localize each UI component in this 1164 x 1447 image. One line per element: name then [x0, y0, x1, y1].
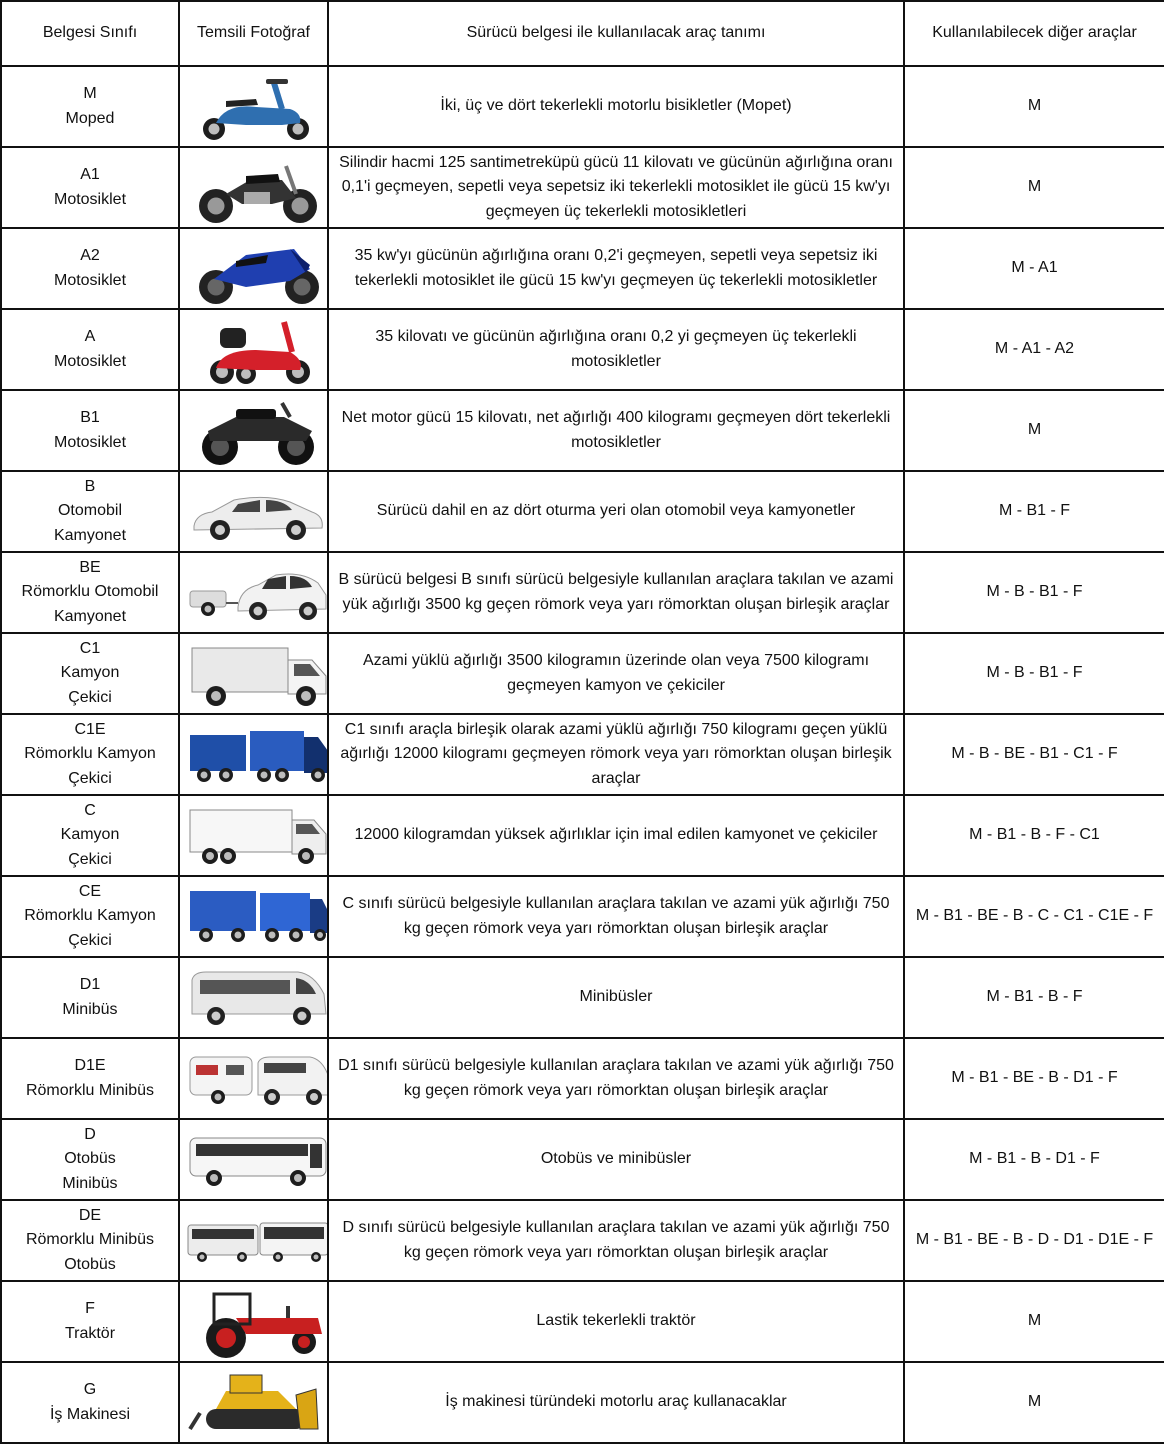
class-name: Otobüs: [64, 1150, 116, 1168]
description-cell: C sınıfı sürücü belgesiyle kullanılan araçlara takılan ve azami yük ağırlığı 750 kg geçen römork veya yarı römorktan oluşan birleşik araçlar: [328, 876, 904, 957]
class-name: İş Makinesi: [49, 1405, 131, 1423]
class-code: DE: [78, 1206, 102, 1224]
photo-cell: [179, 228, 328, 309]
class-cell: [1, 1200, 179, 1281]
class-cell: [1, 66, 179, 147]
photo-cell: [179, 1200, 328, 1281]
photo-cell: [179, 66, 328, 147]
table-row: [1, 1200, 1164, 1281]
header-photo: Temsili Fotoğraf: [179, 1, 328, 66]
photo-cell: [179, 1038, 328, 1119]
sport-motorcycle-icon: [186, 232, 328, 306]
class-name: Motosiklet: [53, 433, 127, 451]
other-vehicles-cell: M: [904, 390, 1164, 471]
class-code: C: [84, 801, 96, 819]
class-cell: [1, 1362, 179, 1443]
other-vehicles-cell: M - B - BE - B1 - C1 - F: [904, 714, 1164, 795]
photo-cell: [179, 714, 328, 795]
articulated-bus-icon: [186, 1204, 328, 1278]
class-code: D: [84, 1125, 96, 1143]
class-name: Otomobil: [57, 502, 123, 520]
photo-cell: [179, 390, 328, 471]
scooter-icon: [186, 70, 328, 144]
atv-icon: [186, 394, 328, 468]
table-row: [1, 228, 1164, 309]
description-cell: D1 sınıfı sürücü belgesiyle kullanılan araçlara takılan ve azami yük ağırlığı 750 kg geçen römork veya yarı römorktan oluşan birleşik araçlar: [328, 1038, 904, 1119]
class-name: Traktör: [64, 1324, 116, 1342]
box-truck-icon: [186, 799, 328, 873]
header-row: [1, 1, 1164, 66]
class-code: BE: [79, 558, 101, 576]
other-vehicles-cell: M - B1 - BE - B - D - D1 - D1E - F: [904, 1200, 1164, 1281]
motorcycle-icon: [186, 151, 328, 225]
class-name: Motosiklet: [53, 352, 127, 370]
other-vehicles-cell: M: [904, 1362, 1164, 1443]
tractor-icon: [186, 1285, 328, 1359]
class-name: Römorklu Minibüs: [25, 1231, 155, 1249]
photo-cell: [179, 1119, 328, 1200]
description-cell: 35 kw'yı gücünün ağırlığına oranı 0,2'i geçmeyen, sepetli veya sepetsiz iki tekerlekli motosiklet ile gücü 15 kw'yı geçmeyen üç tekerlekli motosikletler: [328, 228, 904, 309]
class-name: Römorklu Kamyon: [24, 907, 156, 925]
other-vehicles-cell: M - B1 - B - F - C1: [904, 795, 1164, 876]
description-cell: D sınıfı sürücü belgesiyle kullanılan araçlara takılan ve azami yük ağırlığı 750 kg geçen römork veya yarı römorktan oluşan birleşik araçlar: [328, 1200, 904, 1281]
class-cell: [1, 552, 179, 633]
photo-cell: [179, 633, 328, 714]
class-cell: [1, 390, 179, 471]
description-cell: Otobüs ve minibüsler: [328, 1119, 904, 1200]
photo-cell: [179, 1362, 328, 1443]
class-name: Kamyon: [60, 664, 120, 682]
description-cell: 12000 kilogramdan yüksek ağırlıklar için imal edilen kamyonet ve çekiciler: [328, 795, 904, 876]
bulldozer-icon: [186, 1366, 328, 1440]
other-vehicles-cell: M - B1 - BE - B - C - C1 - C1E - F: [904, 876, 1164, 957]
header-description: Sürücü belgesi ile kullanılacak araç tanımı: [328, 1, 904, 66]
class-code: C1: [79, 639, 101, 657]
class-name: Çekici: [68, 850, 112, 868]
light-truck-icon: [186, 637, 328, 711]
class-name: Çekici: [68, 769, 112, 787]
photo-cell: [179, 1281, 328, 1362]
table-row: [1, 66, 1164, 147]
other-vehicles-cell: M - A1 - A2: [904, 309, 1164, 390]
class-code: A2: [80, 247, 100, 264]
class-name: Moped: [65, 109, 115, 127]
description-cell: 35 kilovatı ve gücünün ağırlığına oranı 0,2 yi geçmeyen üç tekerlekli motosikletler: [328, 309, 904, 390]
class-name: Römorklu Minibüs: [25, 1081, 155, 1099]
header-other-vehicles: Kullanılabilecek diğer araçlar: [904, 1, 1164, 66]
table-row: [1, 795, 1164, 876]
description-cell: Silindir hacmi 125 santimetreküpü gücü 11 kilovatı ve gücünün ağırlığına oranı 0,1'i geçmeyen, sepetli veya sepetsiz iki tekerlekli motosiklet ile gücü 15 kw'yı geçmeyen üç tekerlekli motosikletleri: [328, 147, 904, 228]
table-row: [1, 1362, 1164, 1443]
three-wheel-scooter-icon: [186, 313, 328, 387]
table-row: [1, 957, 1164, 1038]
class-name: Minibüs: [62, 1000, 118, 1018]
other-vehicles-cell: M - B1 - BE - B - D1 - F: [904, 1038, 1164, 1119]
class-code: A: [84, 328, 96, 345]
other-vehicles-cell: M: [904, 147, 1164, 228]
class-name: Kamyonet: [53, 526, 127, 544]
car-icon: [186, 475, 328, 549]
class-code: M: [83, 85, 97, 102]
table-row: [1, 1119, 1164, 1200]
class-code: D1: [79, 976, 101, 993]
table-row: [1, 471, 1164, 552]
table-row: [1, 1281, 1164, 1362]
table-row: [1, 876, 1164, 957]
class-cell: [1, 795, 179, 876]
class-code: B: [84, 477, 96, 495]
class-name: Römorklu Kamyon: [24, 745, 156, 763]
truck-with-trailer-icon: [186, 718, 328, 792]
class-cell: [1, 633, 179, 714]
class-code: B1: [80, 409, 100, 426]
class-cell: [1, 957, 179, 1038]
class-code: F: [85, 1300, 95, 1317]
class-code: G: [83, 1381, 97, 1398]
minibus-icon: [186, 961, 328, 1035]
class-name: Çekici: [68, 931, 112, 949]
other-vehicles-cell: M: [904, 66, 1164, 147]
description-cell: Lastik tekerlekli traktör: [328, 1281, 904, 1362]
description-cell: Minibüsler: [328, 957, 904, 1038]
class-cell: [1, 309, 179, 390]
table-row: [1, 309, 1164, 390]
minibus-with-caravan-icon: [186, 1042, 328, 1116]
table-row: [1, 633, 1164, 714]
photo-cell: [179, 471, 328, 552]
photo-cell: [179, 309, 328, 390]
class-code: D1E: [74, 1057, 106, 1074]
photo-cell: [179, 795, 328, 876]
photo-cell: [179, 957, 328, 1038]
class-name: Kamyonet: [53, 607, 127, 625]
class-name: Çekici: [68, 688, 112, 706]
bus-icon: [186, 1123, 328, 1197]
table-row: [1, 552, 1164, 633]
other-vehicles-cell: M - B1 - B - F: [904, 957, 1164, 1038]
photo-cell: [179, 147, 328, 228]
class-cell: [1, 1119, 179, 1200]
car-with-trailer-icon: [186, 556, 328, 630]
class-cell: [1, 714, 179, 795]
other-vehicles-cell: M - B1 - B - D1 - F: [904, 1119, 1164, 1200]
description-cell: Net motor gücü 15 kilovatı, net ağırlığı 400 kilogramı geçmeyen dört tekerlekli motosikletler: [328, 390, 904, 471]
description-cell: Sürücü dahil en az dört oturma yeri olan otomobil veya kamyonetler: [328, 471, 904, 552]
class-cell: [1, 1038, 179, 1119]
table-row: [1, 714, 1164, 795]
description-cell: C1 sınıfı araçla birleşik olarak azami yüklü ağırlığı 750 kilogramı geçen yüklü ağırlığı 12000 kilogramı geçmeyen römork veya yarı römorktan oluşan birleşik araçlar: [328, 714, 904, 795]
photo-cell: [179, 552, 328, 633]
description-cell: İki, üç ve dört tekerlekli motorlu bisikletler (Mopet): [328, 66, 904, 147]
header-class: Belgesi Sınıfı: [1, 1, 179, 66]
other-vehicles-cell: M - A1: [904, 228, 1164, 309]
class-name: Minibüs: [62, 1174, 118, 1192]
class-name: Römorklu Otomobil: [21, 583, 159, 601]
class-code: C1E: [74, 720, 106, 738]
class-cell: [1, 1281, 179, 1362]
description-cell: B sürücü belgesi B sınıfı sürücü belgesiyle kullanılan araçlara takılan ve azami yük ağırlığı 3500 kg geçen römork veya yarı römorktan oluşan birleşik araçlar: [328, 552, 904, 633]
class-name: Otobüs: [64, 1255, 116, 1273]
class-name: Motosiklet: [53, 190, 127, 208]
description-cell: Azami yüklü ağırlığı 3500 kilogramın üzerinde olan veya 7500 kilogramı geçmeyen kamyon ve çekiciler: [328, 633, 904, 714]
table-row: [1, 147, 1164, 228]
class-code: A1: [80, 166, 100, 183]
class-cell: [1, 876, 179, 957]
road-train-icon: [186, 880, 328, 954]
class-cell: [1, 228, 179, 309]
other-vehicles-cell: M - B1 - F: [904, 471, 1164, 552]
table-row: [1, 390, 1164, 471]
class-code: CE: [78, 882, 102, 900]
photo-cell: [179, 876, 328, 957]
description-cell: İş makinesi türündeki motorlu araç kullanacaklar: [328, 1362, 904, 1443]
class-cell: [1, 471, 179, 552]
other-vehicles-cell: M - B - B1 - F: [904, 633, 1164, 714]
class-name: Motosiklet: [53, 271, 127, 289]
table-row: [1, 1038, 1164, 1119]
class-name: Kamyon: [60, 826, 120, 844]
class-cell: [1, 147, 179, 228]
other-vehicles-cell: M: [904, 1281, 1164, 1362]
other-vehicles-cell: M - B - B1 - F: [904, 552, 1164, 633]
